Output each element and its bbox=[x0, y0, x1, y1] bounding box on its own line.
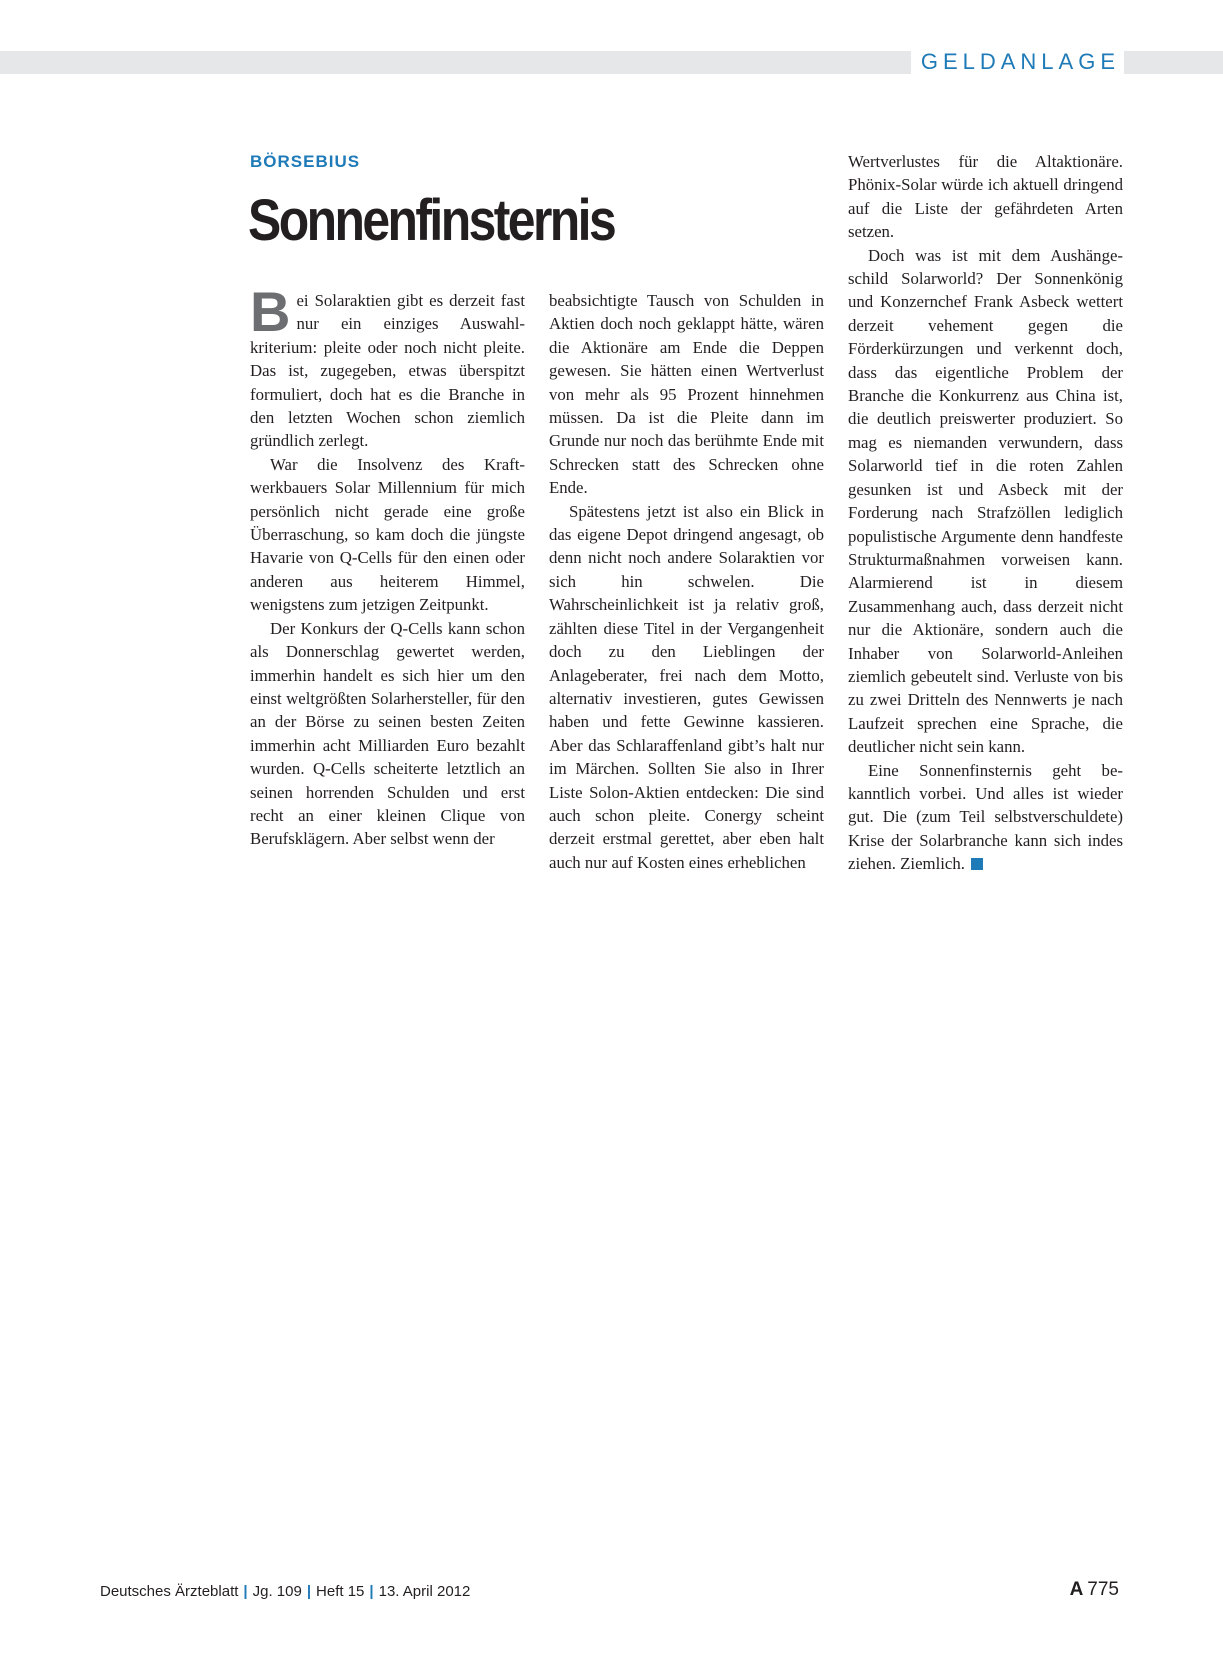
separator: | bbox=[306, 1583, 312, 1600]
issue-date: 13. April 2012 bbox=[378, 1583, 471, 1600]
paragraph bbox=[848, 759, 1123, 876]
journal-name: Deutsches Ärzteblatt bbox=[100, 1583, 239, 1600]
page-number-value: 775 bbox=[1087, 1579, 1119, 1600]
section-label: GELDANLAGE bbox=[911, 46, 1124, 78]
paragraph: Wertverlustes für die Altaktionäre. Phönix-Solar würde ich aktuell dringend auf die Liste der gefährdeten Arten setzen. bbox=[848, 152, 1123, 242]
journal-volume: Jg. 109 bbox=[252, 1583, 302, 1600]
paragraph-text: ei Solaraktien gibt es derzeit fast nur ein einziges Auswahlkriterium: pleite oder noch nicht pleite. Das ist, zugegeben, etwas überspitzt formuliert, doch hat es die Branche in den letzten Wochen schon ziemlich gründlich zerlegt. bbox=[250, 291, 525, 451]
paragraph: Der Konkurs der Q-Cells kann schon als Donnerschlag gewertet werden, immerhin handelt es sich hier um den einst weltgrößten Solarhersteller, für den an der Börse zu seinen besten Zeiten immerhin acht Milliarden Euro bezahlt wurden. Q-Cells scheiterte letztlich an seinen horrenden Schulden und erst recht an einer kleinen Clique von Berufsklägern. Aber selbst wenn der bbox=[250, 618, 525, 849]
end-mark-icon bbox=[971, 858, 983, 870]
page-prefix: A bbox=[1069, 1579, 1084, 1600]
separator: | bbox=[243, 1583, 248, 1600]
paragraph: War die Insolvenz des Kraftwerkbauers Solar Millennium für mich persönlich nicht gerade eine große Überraschung, so kam doch die jüngste Havarie von Q-Cells für den einen oder anderen aus heiterem Himmel, wenigstens zum jetzigen Zeitpunkt. bbox=[250, 454, 525, 615]
article-column-3 bbox=[848, 150, 1123, 876]
separator: | bbox=[369, 1583, 374, 1600]
article-column-2 bbox=[549, 289, 824, 874]
journal-issue: Heft 15 bbox=[316, 1583, 365, 1600]
paragraph: beabsichtigte Tausch von Schulden in Aktien doch noch geklappt hätte, wären die Aktionäre am Ende die Deppen gewesen. Sie hätten einen Wertverlust von mehr als 95 Prozent hinnehmen müssen. Da ist die Pleite dann im Grunde nur noch das berühmte Ende mit Schrecken statt des Schrecken ohne Ende. bbox=[549, 291, 824, 498]
article-title: Sonnenfinsternis bbox=[248, 188, 615, 253]
footer-citation bbox=[100, 1583, 470, 1600]
article-column-1 bbox=[250, 280, 525, 851]
paragraph: Doch was ist mit dem Aushängeschild Solarworld? Der Sonnenkönig und Konzernchef Frank Asbeck wettert derzeit vehement gegen die Förderkürzungen und verkennt doch, dass das eigentliche Problem der Branche die Konkurrenz aus China ist, die deutlich preiswerter produziert. So mag es niemanden verwundern, dass Solarworld tief in die roten Zahlen gesunken ist und Asbeck mit der Forderung nach Strafzöllen lediglich populistische Argumente denn handfeste Strukturmaßnahmen vorweisen kann. Alarmierend ist in diesem Zusammenhang auch, dass derzeit nicht nur die Aktionäre, sondern auch die Inhaber von Solarworld-Anleihen ziemlich gebeutelt sind. Verluste von bis zu zwei Dritteln des Nennwerts je nach Laufzeit sprechen eine Sprache, die deutlicher nicht sein kann. bbox=[848, 245, 1123, 757]
page-number bbox=[1070, 1579, 1119, 1601]
article-kicker: BÖRSEBIUS bbox=[250, 152, 361, 171]
paragraph bbox=[250, 280, 525, 453]
paragraph: Spätestens jetzt ist also ein Blick in das eigene Depot dringend angesagt, ob denn nicht noch andere Solaraktien vor sich hin schwelen. Die Wahrscheinlichkeit ist ja relativ groß, zählten diese Titel in der Vergangenheit doch zu den Lieblingen der Anlageberater, frei nach dem Motto, alternativ investieren, gutes Gewissen haben und fette Gewinne kassieren. Aber das Schlaraffenland gibt’s halt nur im Märchen. Sollten Sie also in Ihrer Liste Solon-Aktien entdecken: Die sind auch schon pleite. Conergy scheint derzeit erstmal gerettet, aber eben halt auch nur auf Kosten eines erheblichen bbox=[549, 501, 824, 872]
drop-cap: B bbox=[250, 280, 291, 343]
paragraph-text: Eine Sonnenfinsternis geht bekanntlich vorbei. Und alles ist wieder gut. Die (zum Teil selbstverschuldete) Krise der Solarbranche kann sich indes ziehen. Ziemlich. bbox=[848, 760, 1123, 874]
